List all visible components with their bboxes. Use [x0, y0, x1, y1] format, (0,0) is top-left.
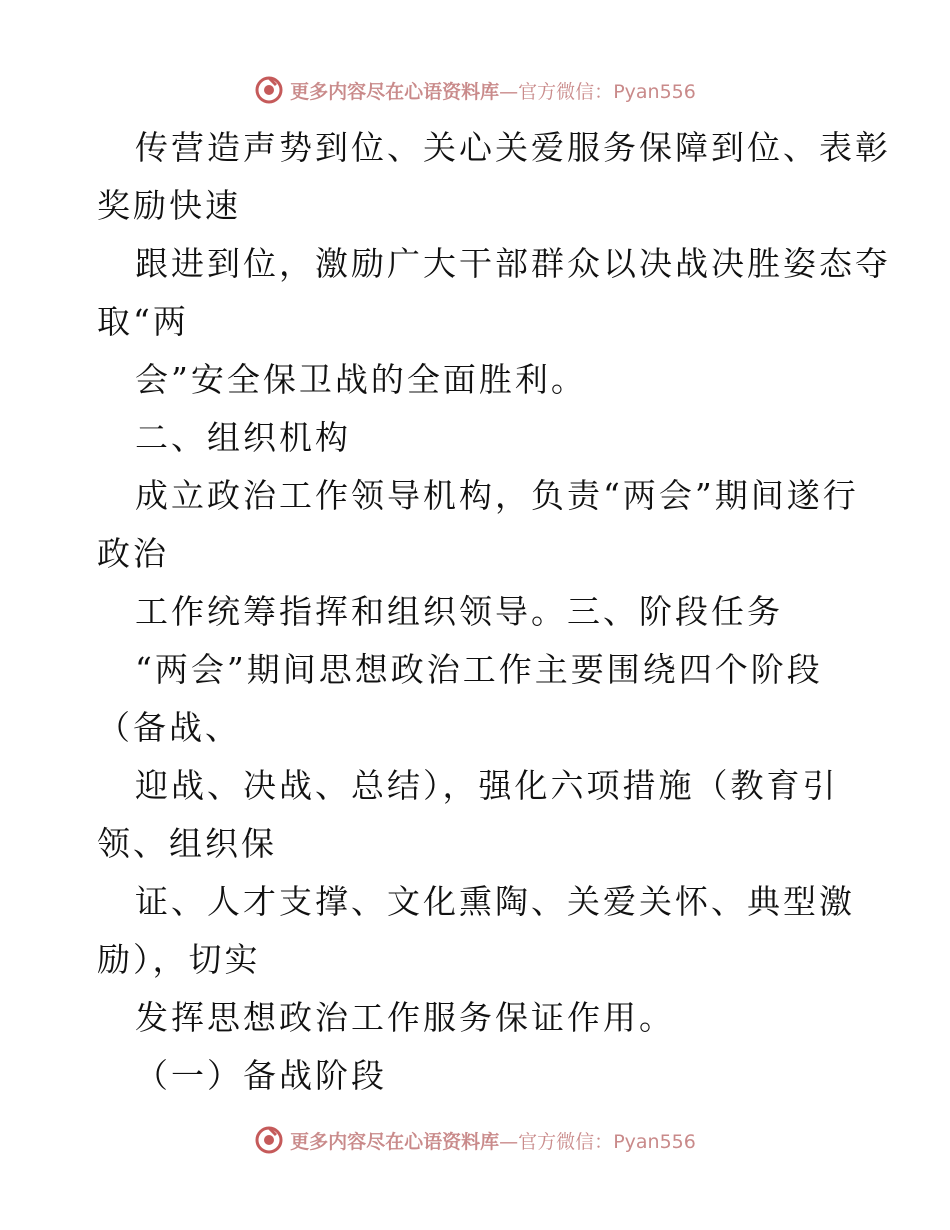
watermark-title: 更多内容尽在心语资料库: [290, 1130, 500, 1153]
body-line: 迎战、决战、总结），强化六项措施（教育引: [135, 766, 839, 805]
watermark-text: [290, 1127, 696, 1154]
body-line: 证、人才支撑、文化熏陶、关爱关怀、典型激: [135, 882, 855, 921]
header-watermark: [0, 70, 950, 110]
body-line: 成立政治工作领导机构，负责“两会”期间遂行: [135, 476, 859, 515]
body-line: 传营造声势到位、关心关爱服务保障到位、表彰: [135, 128, 891, 167]
body-line: 取“两: [97, 302, 189, 341]
watermark-text: [290, 77, 696, 104]
body-line: 跟进到位，激励广大干部群众以决战决胜姿态夺: [135, 244, 891, 283]
body-line: 工作统筹指挥和组织领导。三、阶段任务: [135, 592, 783, 631]
body-line: 励），切实: [97, 940, 261, 979]
watermark-separator: —官方微信：: [499, 1130, 614, 1153]
body-line: 会”安全保卫战的全面胜利。: [135, 360, 587, 399]
section-heading: 二、组织机构: [135, 418, 351, 457]
footer-watermark: [0, 1120, 950, 1160]
watermark-wechat-id: Pyan556: [613, 1130, 696, 1153]
body-line: 发挥思想政治工作服务保证作用。: [135, 998, 675, 1037]
body-line: （备战、: [97, 708, 241, 747]
watermark-title: 更多内容尽在心语资料库: [290, 80, 500, 103]
body-line: 政治: [97, 534, 169, 573]
body-line: 领、组织保: [97, 824, 277, 863]
logo-icon: [254, 1125, 284, 1155]
body-line: 奖励快速: [97, 186, 241, 225]
body-line: “两会”期间思想政治工作主要围绕四个阶段: [135, 650, 823, 689]
logo-icon: [254, 75, 284, 105]
watermark-wechat-id: Pyan556: [613, 80, 696, 103]
section-heading: （一）备战阶段: [135, 1056, 387, 1095]
watermark-separator: —官方微信：: [499, 80, 614, 103]
